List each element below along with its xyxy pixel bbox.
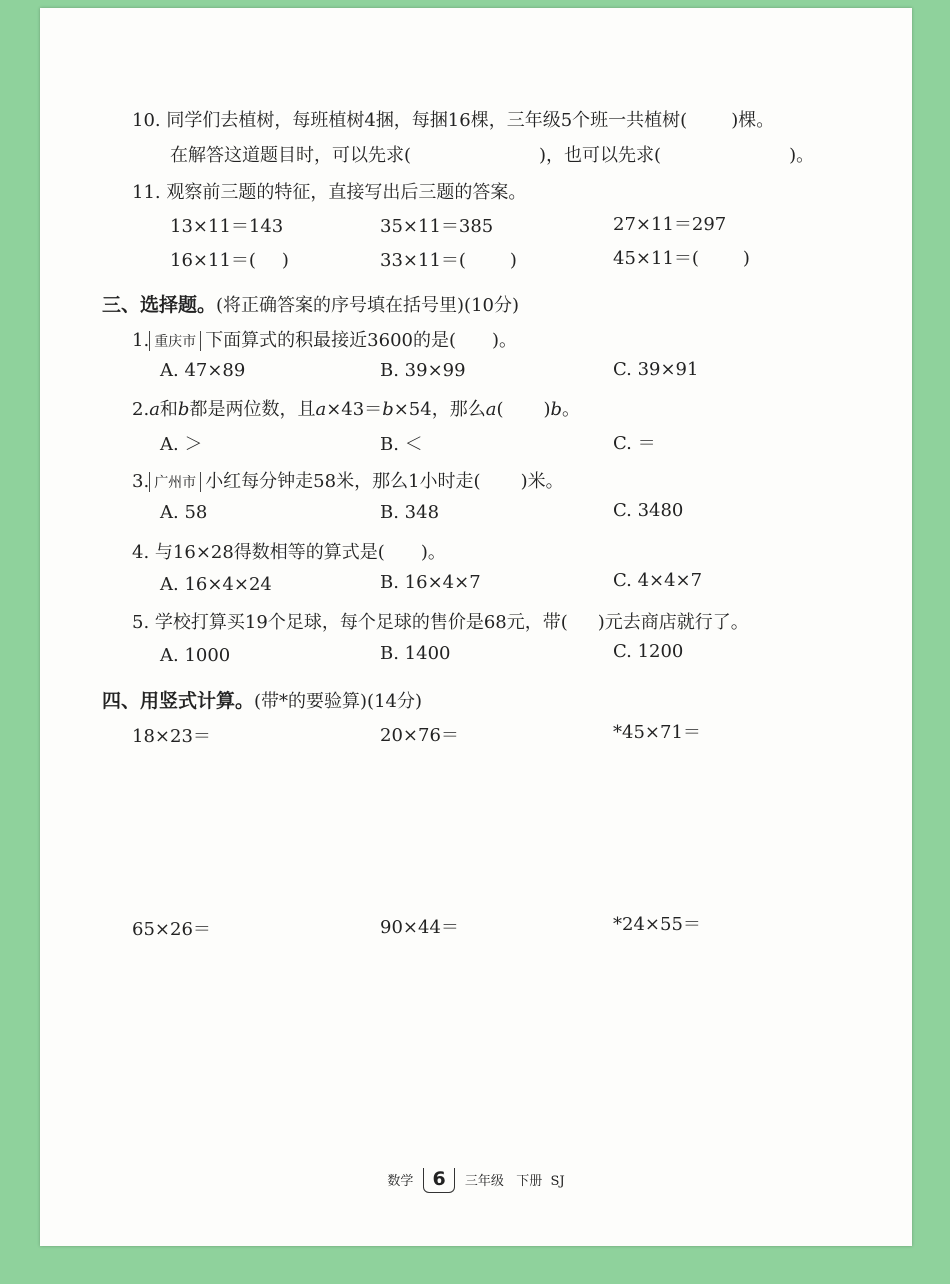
- s4-problem-2: 20×76＝: [380, 725, 459, 746]
- s3-q2-var-b3: b: [550, 399, 563, 420]
- s4-problem-5: 90×44＝: [380, 917, 459, 938]
- s3-q2-var-b: b: [177, 399, 190, 420]
- s3-q2-opt-a: A. ＞: [160, 434, 203, 455]
- q11-given-2: 35×11＝385: [380, 216, 494, 237]
- s3-q2-text-b: ×43＝: [326, 399, 383, 420]
- q10-line2-a: 在解答这道题目时，可以先求(: [170, 145, 412, 166]
- s3-q3-tag: 广州市: [149, 472, 201, 492]
- s4-problem-3: *45×71＝: [613, 722, 701, 743]
- q11-ask-3-text: 45×11＝(: [613, 248, 699, 269]
- s3-q2-and: 和: [159, 399, 178, 420]
- s3-q5-opt-c: C. 1200: [613, 641, 684, 662]
- s3-q5-text-a: 学校打算买19个足球，每个足球的售价是68元，带(: [154, 612, 568, 633]
- s4-problem-4: 65×26＝: [132, 919, 211, 940]
- s3-q3-text-a: 小红每分钟走58米，那么1小时走(: [205, 471, 481, 492]
- s3-q4-num: 4.: [132, 542, 150, 563]
- s3-q1-opt-a: A. 47×89: [160, 360, 246, 381]
- s3-q2-opt-c: C. ＝: [613, 433, 656, 454]
- s3-q5-num: 5.: [132, 612, 150, 633]
- s3-q2-text-e: ): [543, 399, 551, 420]
- s3-q1-opt-c: C. 39×91: [613, 359, 699, 380]
- q11-ask-3: 45×11＝( ): [613, 248, 750, 269]
- worksheet-page: [40, 8, 912, 1246]
- s3-q3-num: 3.: [132, 471, 150, 492]
- footer-edition: SJ: [550, 1174, 565, 1189]
- s3-q3-opt-a: A. 58: [160, 502, 208, 523]
- q11-given-1: 13×11＝143: [170, 216, 284, 237]
- section3-heading: [102, 290, 519, 317]
- page-footer: [40, 1168, 912, 1193]
- s3-q2-var-a2: a: [315, 399, 327, 420]
- q11-ask-2-text: 33×11＝(: [380, 250, 466, 271]
- q10-text-a: 10. 同学们去植树，每班植树4捆，每捆16棵，三年级5个班一共植树(: [132, 110, 688, 131]
- q11-ask-1: 16×11＝( ): [170, 250, 289, 271]
- s3-q1-text-a: 下面算式的积最接近3600的是(: [205, 330, 457, 351]
- q10-line2: [170, 141, 814, 167]
- s3-q4-text-a: 与16×28得数相等的算式是(: [154, 542, 385, 563]
- s3-q4-opt-a: A. 16×4×24: [160, 574, 272, 595]
- s3-q4: [132, 538, 446, 564]
- q11-text: 11. 观察前三题的特征，直接写出后三题的答案。: [132, 182, 527, 203]
- q10-line2-b: )，也可以先求(: [539, 145, 662, 166]
- s3-q2-text-c: ×54，那么: [393, 399, 486, 420]
- s3-q3-text-b: )米。: [520, 471, 564, 492]
- s3-q5: [132, 608, 749, 634]
- s3-q5-opt-b: B. 1400: [380, 643, 451, 664]
- q11-ask-1-text: 16×11＝(: [170, 250, 256, 271]
- s3-q2-text-a: 都是两位数，且: [189, 399, 316, 420]
- q11-ask-2: 33×11＝( ): [380, 250, 517, 271]
- s3-q5-opt-a: A. 1000: [160, 645, 231, 666]
- s3-q2-var-a3: a: [485, 399, 497, 420]
- page-number: 6: [423, 1168, 454, 1193]
- q10-line1: [132, 106, 774, 132]
- section3-note: (将正确答案的序号填在括号里)(10分): [216, 295, 520, 316]
- s4-problem-6: *24×55＝: [613, 914, 701, 935]
- section4-heading: [102, 686, 422, 713]
- s3-q2-text-d: (: [496, 399, 504, 420]
- s3-q2-text-f: 。: [562, 399, 581, 420]
- s4-problem-1: 18×23＝: [132, 726, 211, 747]
- s3-q5-text-b: )元去商店就行了。: [597, 612, 749, 633]
- q10-text-b: )棵。: [731, 110, 775, 131]
- q11-given-3: 27×11＝297: [613, 214, 727, 235]
- s3-q1: [132, 326, 517, 352]
- s3-q3: [132, 467, 564, 493]
- s3-q1-tag: 重庆市: [149, 331, 201, 351]
- s3-q4-opt-c: C. 4×4×7: [613, 570, 703, 591]
- s3-q2-var-b2: b: [382, 399, 394, 420]
- q10-line2-c: )。: [789, 145, 815, 166]
- section3-title: 三、选择题。: [102, 294, 217, 316]
- s3-q1-num: 1.: [132, 330, 150, 351]
- s3-q2: [132, 395, 580, 421]
- s3-q2-var-a: a: [149, 399, 160, 420]
- footer-subject: 数学: [387, 1174, 414, 1189]
- s3-q4-opt-b: B. 16×4×7: [380, 572, 481, 593]
- s3-q2-opt-b: B. ＜: [380, 434, 423, 455]
- s3-q4-text-b: )。: [420, 542, 446, 563]
- footer-grade: 三年级: [464, 1174, 504, 1189]
- section4-note: (带*的要验算)(14分): [254, 691, 423, 712]
- s3-q1-opt-b: B. 39×99: [380, 360, 466, 381]
- s3-q3-opt-c: C. 3480: [613, 500, 684, 521]
- s3-q2-num: 2.: [132, 399, 150, 420]
- footer-term: 下册: [516, 1174, 543, 1189]
- section4-title: 四、用竖式计算。: [102, 690, 255, 712]
- s3-q3-opt-b: B. 348: [380, 502, 440, 523]
- s3-q1-text-b: )。: [492, 330, 518, 351]
